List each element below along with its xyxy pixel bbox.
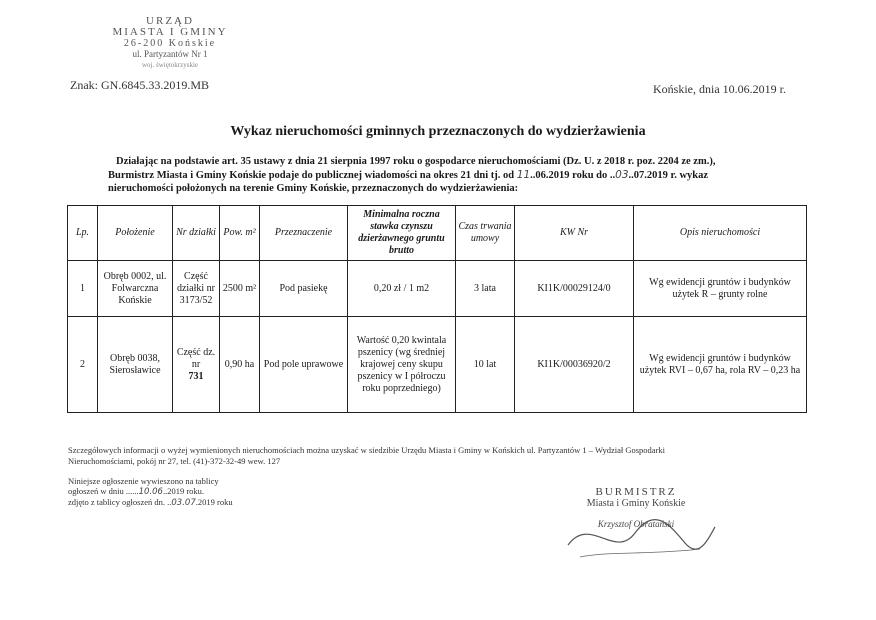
intro-line: nieruchomości położonych na terenie Gminy Końskie, przeznaczonych do wydzierżawienia: — [108, 183, 519, 194]
cell-czas: 10 lat — [456, 317, 515, 413]
cell-przeznaczenie: Pod pole uprawowe — [260, 317, 348, 413]
handwritten-date: 11 — [516, 168, 531, 181]
header-kw: KW Nr — [515, 206, 634, 261]
stamp-line: 26-200 Końskie — [123, 38, 217, 49]
stamp-line: ul. Partyzantów Nr 1 — [132, 49, 208, 59]
cell-pow: 2500 m² — [220, 261, 260, 317]
signature-name: Krzysztof Obratański — [597, 519, 675, 529]
cell-nr-dzialki: Część działki nr 3173/52 — [173, 261, 220, 317]
cell-kw: KI1K/00036920/2 — [515, 317, 634, 413]
cell-pow: 0,90 ha — [220, 317, 260, 413]
place-date: Końskie, dnia 10.06.2019 r. — [653, 82, 786, 96]
footnote — [68, 445, 808, 467]
posting-line: zdjęto z tablicy ogłoszeń dn. ..03.07.2019 roku — [68, 497, 233, 508]
cell-lp: 2 — [68, 317, 98, 413]
cell-stawka: 0,20 zł / 1 m2 — [348, 261, 456, 317]
table-row — [68, 261, 807, 317]
cell-polozenie: Obręb 0002, ul. Folwarczna Końskie — [98, 261, 173, 317]
stamp-line: MIASTA I GMINY — [112, 26, 228, 38]
stamp-line: woj. świętokrzyskie — [142, 61, 198, 69]
header-nr-dzialki: Nr działki — [173, 206, 220, 261]
cell-nr-dzialki: Część dz. nr 731 — [173, 317, 220, 413]
header-polozenie: Położenie — [98, 206, 173, 261]
header-pow: Pow. m² — [220, 206, 260, 261]
intro-line: Działając na podstawie art. 35 ustawy z dnia 21 sierpnia 1997 roku o gospodarce nieruchomościami (Dz. U. z 2018 r. poz. 2204 ze zm.), — [116, 156, 716, 167]
cell-kw: KI1K/00029124/0 — [515, 261, 634, 317]
stamp-line: URZĄD — [146, 15, 194, 27]
header-opis: Opis nieruchomości — [634, 206, 807, 261]
cell-polozenie: Obręb 0038, Sierosławice — [98, 317, 173, 413]
handwritten-date: 03.07 — [171, 498, 196, 508]
footnote-line: Nieruchomościami, pokój nr 27, tel. (41)-372-32-49 wew. 127 — [68, 456, 281, 466]
footnote-line: Szczegółowych informacji o wyżej wymienionych nieruchomościach można uzyskać w siedzibie Urzędu Miasta i Gminy w Końskich ul. Partyzantów 1 – Wydział Gospodarki — [68, 445, 666, 455]
posting-line: ogłoszeń w dniu ......10.06..2019 roku. — [68, 486, 205, 497]
office-stamp — [85, 16, 255, 71]
signature-block — [566, 486, 706, 529]
cell-lp: 1 — [68, 261, 98, 317]
table-row — [68, 317, 807, 413]
posting-note — [68, 476, 233, 508]
cell-opis: Wg ewidencji gruntów i budynków użytek RVI – 0,67 ha, rola RV – 0,23 ha — [634, 317, 807, 413]
cell-czas: 3 lata — [456, 261, 515, 317]
cell-stawka: Wartość 0,20 kwintala pszenicy (wg średniej krajowej ceny skupu pszenicy w I półroczu roku poprzedniego) — [348, 317, 456, 413]
table-header-row — [68, 206, 807, 261]
signature-subtitle: Miasta i Gminy Końskie — [586, 498, 686, 509]
posting-line: Niniejsze ogłoszenie wywieszono na tablicy — [68, 476, 219, 486]
reference-number: Znak: GN.6845.33.2019.MB — [70, 78, 209, 92]
header-stawka: Minimalna roczna stawka czynszu dzierżawnego gruntu brutto — [348, 206, 456, 261]
header-czas: Czas trwania umowy — [456, 206, 515, 261]
intro-paragraph — [108, 155, 788, 196]
signature-title: BURMISTRZ — [595, 486, 677, 498]
header-przeznaczenie: Przeznaczenie — [260, 206, 348, 261]
intro-line: Burmistrz Miasta i Gminy Końskie podaje do publicznej wiadomości na okres 21 dni tj. od 11..06.2019 roku do ..03..07.2019 r. wykaz — [108, 168, 709, 181]
cell-przeznaczenie: Pod pasiekę — [260, 261, 348, 317]
handwritten-date: 10.06 — [138, 487, 163, 497]
handwritten-date: 03 — [615, 168, 629, 181]
cell-opis: Wg ewidencji gruntów i budynków użytek R – grunty rolne — [634, 261, 807, 317]
header-lp: Lp. — [68, 206, 98, 261]
document-title: Wykaz nieruchomości gminnych przeznaczonych do wydzierżawienia — [230, 124, 646, 139]
property-table — [67, 205, 807, 413]
